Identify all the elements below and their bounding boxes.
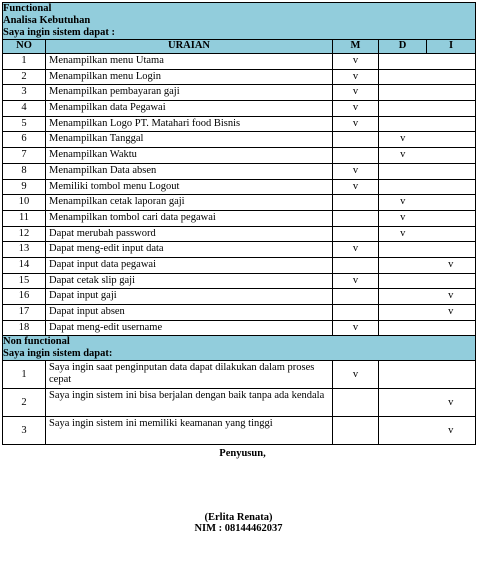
intro-heading-row: [3, 27, 476, 40]
mark-i: [427, 242, 476, 258]
mark-d: [379, 417, 427, 445]
mark-d: [379, 320, 427, 336]
mark-m: [333, 257, 379, 273]
mark-i: [427, 116, 476, 132]
mark-m: [333, 417, 379, 445]
row-description: Dapat input data pegawai: [46, 257, 333, 273]
table-row: [3, 195, 476, 211]
row-number: 8: [3, 163, 46, 179]
table-row: [3, 226, 476, 242]
row-number: 12: [3, 226, 46, 242]
mark-m: [333, 210, 379, 226]
nonfunctional-row: [3, 417, 476, 445]
mark-m: [333, 226, 379, 242]
mark-m: [333, 389, 379, 417]
row-number: 16: [3, 289, 46, 305]
row-number: 2: [3, 389, 46, 417]
mark-d: [379, 389, 427, 417]
mark-d: [379, 257, 427, 273]
mark-d: [379, 69, 427, 85]
row-description: Dapat cetak slip gaji: [46, 273, 333, 289]
mark-i: [427, 54, 476, 70]
table-row: [3, 132, 476, 148]
functional-heading: Functional: [3, 3, 476, 16]
signature-name: (Erlita Renata): [204, 512, 273, 524]
mark-d: [379, 242, 427, 258]
row-number: 6: [3, 132, 46, 148]
signature-nim: NIM : 08144462037: [194, 523, 283, 535]
mark-m: v: [333, 242, 379, 258]
header-d: D: [379, 40, 427, 54]
mark-m: v: [333, 320, 379, 336]
table-row: [3, 179, 476, 195]
mark-d: [379, 54, 427, 70]
nonfunctional-row: [3, 389, 476, 417]
signature-title: Penyusun,: [219, 448, 266, 460]
row-description: Dapat input gaji: [46, 289, 333, 305]
mark-i: v: [427, 389, 476, 417]
mark-m: [333, 148, 379, 164]
mark-m: v: [333, 273, 379, 289]
row-description: Menampilkan cetak laporan gaji: [46, 195, 333, 211]
table-row: [3, 305, 476, 321]
mark-i: [427, 163, 476, 179]
mark-i: [427, 179, 476, 195]
header-no: NO: [3, 40, 46, 54]
table-row: [3, 257, 476, 273]
mark-d: v: [379, 132, 427, 148]
row-description: Menampilkan menu Utama: [46, 54, 333, 70]
mark-m: v: [333, 163, 379, 179]
mark-i: v: [427, 417, 476, 445]
functional-heading-row: [3, 3, 476, 16]
mark-i: [427, 148, 476, 164]
mark-d: [379, 361, 427, 389]
mark-i: v: [427, 305, 476, 321]
mark-d: v: [379, 148, 427, 164]
row-number: 17: [3, 305, 46, 321]
header-uraian: URAIAN: [46, 40, 333, 54]
row-description: Dapat meng-edit username: [46, 320, 333, 336]
table-row: [3, 101, 476, 117]
mark-d: [379, 273, 427, 289]
mark-i: [427, 226, 476, 242]
mark-i: [427, 69, 476, 85]
row-description: Menampilkan Tanggal: [46, 132, 333, 148]
column-header-row: [3, 40, 476, 54]
analysis-heading-row: [3, 15, 476, 27]
analysis-heading: Analisa Kebutuhan: [3, 15, 476, 27]
row-number: 3: [3, 85, 46, 101]
table-row: [3, 163, 476, 179]
mark-d: v: [379, 226, 427, 242]
mark-d: v: [379, 195, 427, 211]
nonfunctional-intro: Saya ingin sistem dapat:: [3, 348, 476, 361]
row-description: Menampilkan Logo PT. Matahari food Bisnis: [46, 116, 333, 132]
mark-d: v: [379, 210, 427, 226]
row-description: Memiliki tombol menu Logout: [46, 179, 333, 195]
table-row: [3, 54, 476, 70]
mark-i: [427, 320, 476, 336]
row-description: Saya ingin sistem ini bisa berjalan dengan baik tanpa ada kendala: [46, 389, 333, 417]
row-number: 7: [3, 148, 46, 164]
nonfunctional-row: [3, 361, 476, 389]
table-row: [3, 242, 476, 258]
row-number: 11: [3, 210, 46, 226]
requirements-table: [2, 2, 476, 445]
row-description: Menampilkan pembayaran gaji: [46, 85, 333, 101]
row-description: Dapat meng-edit input data: [46, 242, 333, 258]
mark-i: v: [427, 289, 476, 305]
mark-i: [427, 361, 476, 389]
mark-d: [379, 179, 427, 195]
mark-m: v: [333, 116, 379, 132]
table-row: [3, 273, 476, 289]
mark-i: [427, 85, 476, 101]
mark-i: v: [427, 257, 476, 273]
row-description: Dapat merubah password: [46, 226, 333, 242]
mark-d: [379, 116, 427, 132]
row-description: Menampilkan Data absen: [46, 163, 333, 179]
row-description: Menampilkan menu Login: [46, 69, 333, 85]
row-number: 18: [3, 320, 46, 336]
row-number: 2: [3, 69, 46, 85]
mark-d: [379, 101, 427, 117]
row-number: 5: [3, 116, 46, 132]
mark-i: [427, 132, 476, 148]
mark-d: [379, 85, 427, 101]
mark-m: [333, 195, 379, 211]
nonfunctional-heading: Non functional: [3, 336, 476, 349]
signature-block: [2, 448, 475, 534]
row-number: 9: [3, 179, 46, 195]
row-number: 13: [3, 242, 46, 258]
mark-m: v: [333, 85, 379, 101]
mark-m: v: [333, 69, 379, 85]
row-number: 10: [3, 195, 46, 211]
mark-m: v: [333, 361, 379, 389]
row-description: Saya ingin sistem ini memiliki keamanan yang tinggi: [46, 417, 333, 445]
mark-i: [427, 101, 476, 117]
row-description: Menampilkan data Pegawai: [46, 101, 333, 117]
row-number: 1: [3, 54, 46, 70]
mark-m: [333, 289, 379, 305]
row-number: 4: [3, 101, 46, 117]
mark-m: [333, 305, 379, 321]
row-number: 3: [3, 417, 46, 445]
header-i: I: [427, 40, 476, 54]
mark-m: v: [333, 179, 379, 195]
table-row: [3, 69, 476, 85]
intro-heading: Saya ingin sistem dapat :: [3, 27, 476, 40]
row-number: 15: [3, 273, 46, 289]
mark-i: [427, 273, 476, 289]
row-number: 1: [3, 361, 46, 389]
row-description: Menampilkan tombol cari data pegawai: [46, 210, 333, 226]
table-row: [3, 116, 476, 132]
table-row: [3, 289, 476, 305]
table-row: [3, 85, 476, 101]
nonfunctional-intro-row: [3, 348, 476, 361]
requirements-sheet: [2, 2, 475, 534]
mark-i: [427, 195, 476, 211]
mark-m: v: [333, 54, 379, 70]
table-row: [3, 210, 476, 226]
mark-d: [379, 163, 427, 179]
table-row: [3, 320, 476, 336]
row-description: Menampilkan Waktu: [46, 148, 333, 164]
nonfunctional-heading-row: [3, 336, 476, 349]
mark-d: [379, 305, 427, 321]
mark-m: [333, 132, 379, 148]
mark-d: [379, 289, 427, 305]
row-description: Dapat input absen: [46, 305, 333, 321]
mark-m: v: [333, 101, 379, 117]
table-row: [3, 148, 476, 164]
row-description: Saya ingin saat penginputan data dapat dilakukan dalam proses cepat: [46, 361, 333, 389]
header-m: M: [333, 40, 379, 54]
mark-i: [427, 210, 476, 226]
row-number: 14: [3, 257, 46, 273]
